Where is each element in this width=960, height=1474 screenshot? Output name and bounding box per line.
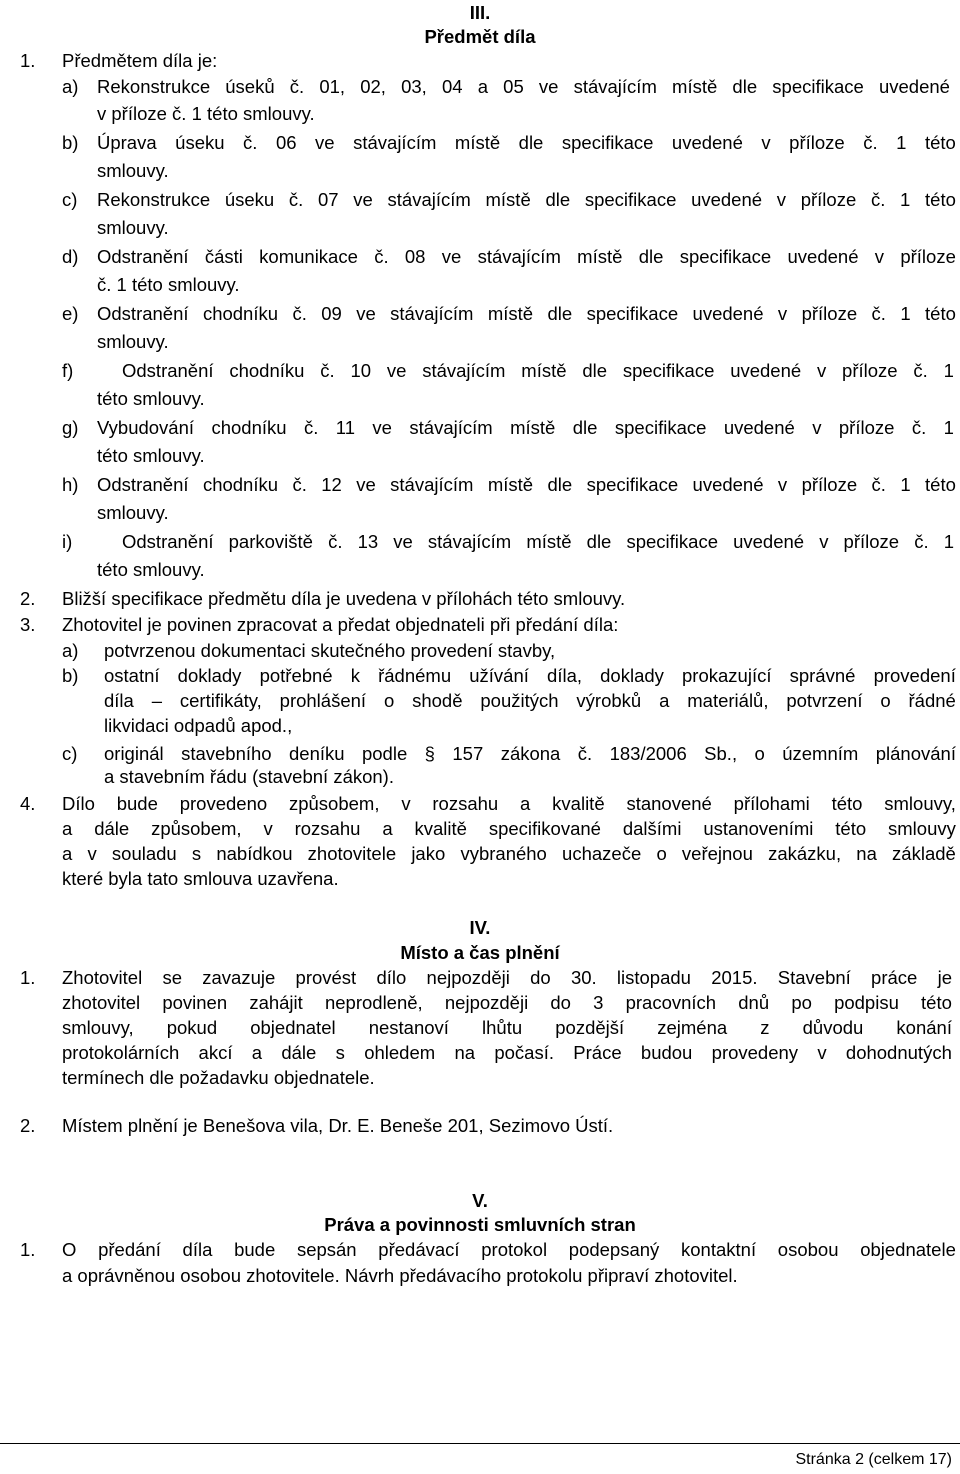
sub-item-line: Úprava úseku č. 06 ve stávajícím místě dle specifikace uvedené v příloze č. 1 této: [97, 132, 956, 153]
sub-item-label: b): [62, 132, 79, 153]
item-number: 2.: [20, 1115, 36, 1136]
paragraph-line: termínech dle požadavku objednatele.: [62, 1067, 375, 1088]
sub-item-line: Odstranění parkoviště č. 13 ve stávajícím místě dle specifikace uvedené v příloze č. 1: [122, 531, 954, 552]
sub-item-line: Vybudování chodníku č. 11 ve stávajícím místě dle specifikace uvedené v příloze č. 1: [97, 417, 954, 438]
section-roman-numeral: V.: [472, 1190, 488, 1211]
item-text: Předmětem díla je:: [62, 50, 218, 71]
paragraph-line: Zhotovitel se zavazuje provést dílo nejpozději do 30. listopadu 2015. Stavební práce je: [62, 967, 952, 988]
section-roman-numeral: III.: [469, 2, 491, 23]
sub-item-line: smlouvy.: [97, 502, 169, 523]
item-number: 2.: [20, 588, 36, 609]
sub-item-label: i): [62, 531, 73, 552]
paragraph-line: a oprávněnou osobou zhotovitele. Návrh předávacího protokolu připraví zhotovitel.: [62, 1265, 738, 1286]
paragraph-line: smlouvy, pokud objednatel nestanoví lhůtu pozdější zejména z důvodu konání: [62, 1017, 952, 1038]
section-title: Práva a povinnosti smluvních stran: [324, 1214, 636, 1235]
sub-item-line: potvrzenou dokumentaci skutečného provedení stavby,: [104, 640, 556, 661]
sub-item-line: originál stavebního deníku podle § 157 zákona č. 183/2006 Sb., o územním plánování: [104, 743, 956, 764]
item-number: 1.: [20, 50, 36, 71]
item-number: 1.: [20, 967, 36, 988]
item-text: Bližší specifikace předmětu díla je uvedena v přílohách této smlouvy.: [62, 588, 626, 609]
sub-item-line: Odstranění chodníku č. 12 ve stávajícím místě dle specifikace uvedené v příloze č. 1 této: [97, 474, 956, 495]
section-roman-numeral: IV.: [469, 917, 491, 938]
sub-item-line: díla – certifikáty, prohlášení o shodě použitých výrobků a materiálů, potvrzení o řádné: [104, 690, 956, 711]
sub-item-line: smlouvy.: [97, 331, 169, 352]
sub-item-label: e): [62, 303, 79, 324]
section-title: Místo a čas plnění: [400, 942, 560, 963]
sub-item-label: c): [62, 189, 78, 210]
paragraph-line: které byla tato smlouva uzavřena.: [62, 868, 339, 889]
sub-item-line: smlouvy.: [97, 160, 169, 181]
page-number: Stránka 2 (celkem 17): [795, 1451, 952, 1468]
sub-item-line: smlouvy.: [97, 217, 169, 238]
section-title: Předmět díla: [424, 26, 536, 47]
item-number: 3.: [20, 614, 36, 635]
sub-item-line: této smlouvy.: [97, 559, 205, 580]
item-text: Místem plnění je Benešova vila, Dr. E. Beneše 201, Sezimovo Ústí.: [62, 1115, 614, 1136]
sub-item-label: a): [62, 640, 79, 661]
sub-item-line: v příloze č. 1 této smlouvy.: [97, 103, 315, 124]
sub-item-label: c): [62, 743, 78, 764]
sub-item-line: této smlouvy.: [97, 388, 205, 409]
sub-item-line: č. 1 této smlouvy.: [97, 274, 240, 295]
sub-item-label: f): [62, 360, 74, 381]
sub-item-line: Rekonstrukce úseku č. 07 ve stávajícím místě dle specifikace uvedené v příloze č. 1 této: [97, 189, 956, 210]
sub-item-label: h): [62, 474, 79, 495]
sub-item-line: Odstranění části komunikace č. 08 ve stávajícím místě dle specifikace uvedené v příloze: [97, 246, 956, 267]
sub-item-line: Odstranění chodníku č. 10 ve stávajícím místě dle specifikace uvedené v příloze č. 1: [122, 360, 954, 381]
sub-item-label: d): [62, 246, 79, 267]
sub-item-label: a): [62, 76, 79, 97]
paragraph-line: protokolárních akcí a dále s ohledem na počasí. Práce budou provedeny v dohodnutých: [62, 1042, 952, 1063]
paragraph-line: Dílo bude provedeno způsobem, v rozsahu a kvalitě stanovené přílohami této smlouvy,: [62, 793, 956, 814]
paragraph-line: a v souladu s nabídkou zhotovitele jako vybraného uchazeče o veřejnou zakázku, na základě: [62, 843, 956, 864]
paragraph-line: zhotovitel povinen zahájit neprodleně, nejpozději do 3 pracovních dnů po podpisu této: [62, 992, 952, 1013]
sub-item-line: této smlouvy.: [97, 445, 205, 466]
sub-item-line: a stavebním řádu (stavební zákon).: [104, 766, 394, 787]
sub-item-line: Rekonstrukce úseků č. 01, 02, 03, 04 a 05 ve stávajícím místě dle specifikace uvedené: [97, 76, 950, 97]
sub-item-line: Odstranění chodníku č. 09 ve stávajícím místě dle specifikace uvedené v příloze č. 1 této: [97, 303, 956, 324]
item-text: Zhotovitel je povinen zpracovat a předat objednateli při předání díla:: [62, 614, 619, 635]
sub-item-label: b): [62, 665, 79, 686]
item-number: 1.: [20, 1239, 36, 1260]
footer-divider: [0, 1443, 960, 1444]
sub-item-line: ostatní doklady potřebné k řádnému užívání díla, doklady prokazující správné provedení: [104, 665, 956, 686]
paragraph-line: O předání díla bude sepsán předávací protokol podepsaný kontaktní osobou objednatele: [62, 1239, 956, 1260]
item-number: 4.: [20, 793, 36, 814]
paragraph-line: a dále způsobem, v rozsahu a kvalitě specifikované dalšími ustanoveními této smlouvy: [62, 818, 956, 839]
sub-item-label: g): [62, 417, 79, 438]
sub-item-line: likvidaci odpadů apod.,: [104, 715, 293, 736]
